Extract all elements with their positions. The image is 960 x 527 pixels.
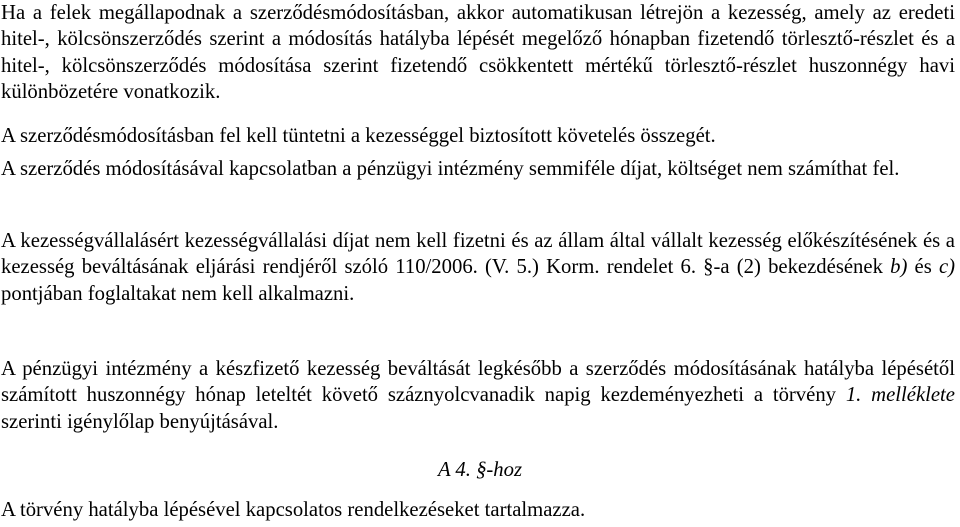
paragraph-guarantee-creation: Ha a felek megállapodnak a szerződésmódosításban, akkor automatikusan létrejön a kezesség, amely az eredeti hitel-, kölcsönszerződés szerint a módosítás hatályba lépését megelőző hónapban fizetendő törlesztő-részlet és a hitel-, kölcsönszerződés módosítása szerint fizetendő csökkentett mértékű törlesztő-részlet huszonnégy havi különbözetére vonatkozik.	[1, 2, 955, 103]
conjunction-text: és	[907, 256, 939, 279]
paragraph-amount-statement: A szerződésmódosításban fel kell tüntetni a kezességgel biztosított követelés összegét.	[1, 125, 716, 147]
paragraph-guarantee-fee	[1, 228, 955, 307]
point-b-ref: b)	[890, 256, 908, 279]
section-heading: A 4. §-hoz	[437, 459, 523, 481]
paragraph-entry-into-force: A törvény hatályba lépésével kapcsolatos rendelkezéseket tartalmazza.	[1, 499, 586, 521]
annex-ref: 1. melléklete	[845, 384, 955, 407]
paragraph-no-fees: A szerződés módosításával kapcsolatban a pénzügyi intézmény semmiféle díjat, költséget nem számíthat fel.	[1, 158, 900, 180]
paragraph-guarantee-fee-end: pontjában foglaltakat nem kell alkalmazni.	[1, 282, 355, 305]
paragraph-guarantee-claim-text: A pénzügyi intézmény a készfizető kezesség beváltását legkésőbb a szerződés módosításának hatályba lépésétől számított huszonnégy hónap leteltét követő száznyolcvanadik napig kezdeményezheti a törvény	[1, 358, 955, 407]
paragraph-guarantee-fee-text: A kezességvállalásért kezességvállalási díjat nem kell fizetni és az állam által vállalt kezesség előkészítésének és a kezesség beváltásának eljárási rendjéről szóló 110/2006. (V. 5.) Korm. rendelet 6. §-a (2) bekezdésének	[1, 230, 955, 279]
point-c-ref: c)	[938, 256, 956, 279]
paragraph-guarantee-claim-end: szerinti igénylőlap benyújtásával.	[1, 410, 279, 433]
paragraph-guarantee-claim	[1, 356, 955, 435]
